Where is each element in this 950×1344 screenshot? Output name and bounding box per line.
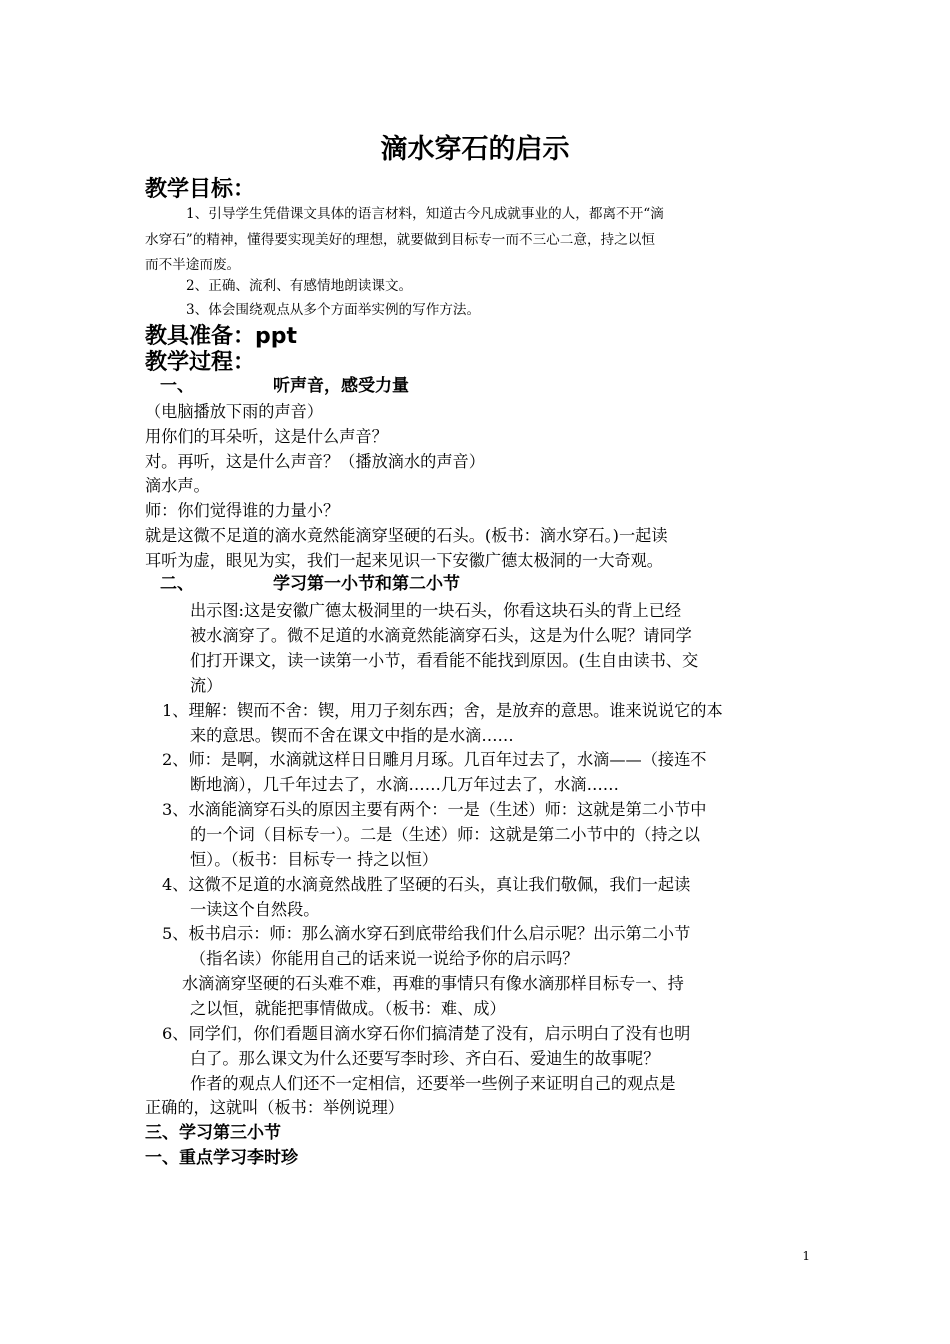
section-1-line: 就是这微不足道的滴水竟然能滴穿坚硬的石头。(板书：滴水穿石。)一起读 xyxy=(145,526,668,545)
section-2-title: 学习第一小节和第二小节 xyxy=(273,574,460,594)
section-3-subheading: 一、重点学习李时珍 xyxy=(145,1148,298,1168)
section-1-line: （电脑播放下雨的声音） xyxy=(145,402,324,421)
item-5-line-2: （指名读）你能用自己的话来说一说给予你的启示吗？ xyxy=(190,949,579,968)
section-1-number: 一、 xyxy=(160,376,194,396)
section-1-line: 耳听为虚，眼见为实，我们一起来见识一下安徽广德太极洞的一大奇观。 xyxy=(145,551,663,570)
item-5-line-1: 5、板书启示：师：那么滴水穿石到底带给我们什么启示呢？出示第二小节 xyxy=(162,924,691,943)
objective-1-line-3: 而不半途而废。 xyxy=(145,257,241,273)
heading-objectives: 教学目标： xyxy=(145,177,256,202)
item-4-line-2: 一读这个自然段。 xyxy=(190,900,320,919)
objective-3: 3、体会围绕观点从多个方面举实例的写作方法。 xyxy=(186,302,481,318)
item-3-line-1: 3、水滴能滴穿石头的原因主要有两个：一是（生述）师：这就是第二小节中 xyxy=(162,800,707,819)
section-2-number: 二、 xyxy=(160,574,194,594)
objective-1-line-1: 1、引导学生凭借课文具体的语言材料，知道古今凡成就事业的人，都离不开“滴 xyxy=(186,206,664,222)
item-6-line-2: 白了。那么课文为什么还要写李时珍、齐白石、爱迪生的故事呢？ xyxy=(190,1049,660,1068)
heading-materials: 教具准备：ppt xyxy=(145,324,298,349)
item-2-line-2: 断地滴），几千年过去了，水滴……几万年过去了，水滴…… xyxy=(190,775,619,794)
item-6-line-1: 6、同学们，你们看题目滴水穿石你们搞清楚了没有，启示明白了没有也明 xyxy=(162,1024,691,1043)
item-3-line-2: 的一个词（目标专一）。二是（生述）师：这就是第二小节中的（持之以 xyxy=(190,825,700,844)
objective-2: 2、正确、流利、有感情地朗读课文。 xyxy=(186,278,413,294)
section-1-line: 用你们的耳朵听，这是什么声音？ xyxy=(145,427,388,446)
section-2-intro-line: 被水滴穿了。微不足道的水滴竟然能滴穿石头，这是为什么呢？请同学 xyxy=(190,626,692,645)
section-3-heading: 三、学习第三小节 xyxy=(145,1123,281,1143)
section-2-intro-line: 流） xyxy=(190,676,223,695)
item-1-line-2: 来的意思。锲而不舍在课文中指的是水滴…… xyxy=(190,726,514,745)
heading-process: 教学过程： xyxy=(145,350,256,375)
item-2-line-1: 2、师：是啊，水滴就这样日日雕月月琢。几百年过去了，水滴——（接连不 xyxy=(162,750,707,769)
section-1-line: 对。再听，这是什么声音？（播放滴水的声音） xyxy=(145,452,485,471)
document-title: 滴水穿石的启示 xyxy=(380,134,570,165)
section-1-title: 听声音，感受力量 xyxy=(273,376,409,396)
closing-line-1: 作者的观点人们还不一定相信，还要举一些例子来证明自己的观点是 xyxy=(190,1074,676,1093)
section-1-line: 师：你们觉得谁的力量小？ xyxy=(145,501,340,520)
item-5b-line-2: 之以恒，就能把事情做成。（板书：难、成） xyxy=(190,999,506,1018)
item-4-line-1: 4、这微不足道的水滴竟然战胜了坚硬的石头，真让我们敬佩，我们一起读 xyxy=(162,875,691,894)
item-1-line-1: 1、理解：锲而不舍：锲，用刀子刻东西；舍，是放弃的意思。谁来说说它的本 xyxy=(162,701,723,720)
section-1-line: 滴水声。 xyxy=(145,476,210,495)
item-3-line-3: 恒）。（板书：目标专一 持之以恒） xyxy=(190,850,438,869)
closing-line-2: 正确的，这就叫（板书：举例说理） xyxy=(145,1098,404,1117)
section-2-intro-line: 出示图:这是安徽广德太极洞里的一块石头，你看这块石头的背上已经 xyxy=(190,601,682,620)
page-number: 1 xyxy=(802,1249,810,1263)
objective-1-line-2: 水穿石”的精神，懂得要实现美好的理想，就要做到目标专一而不三心二意，持之以恒 xyxy=(145,232,655,248)
section-2-intro-line: 们打开课文，读一读第一小节，看看能不能找到原因。(生自由读书、交 xyxy=(190,651,699,670)
item-5b-line-1: 水滴滴穿坚硬的石头难不难，再难的事情只有像水滴那样目标专一、持 xyxy=(182,974,684,993)
